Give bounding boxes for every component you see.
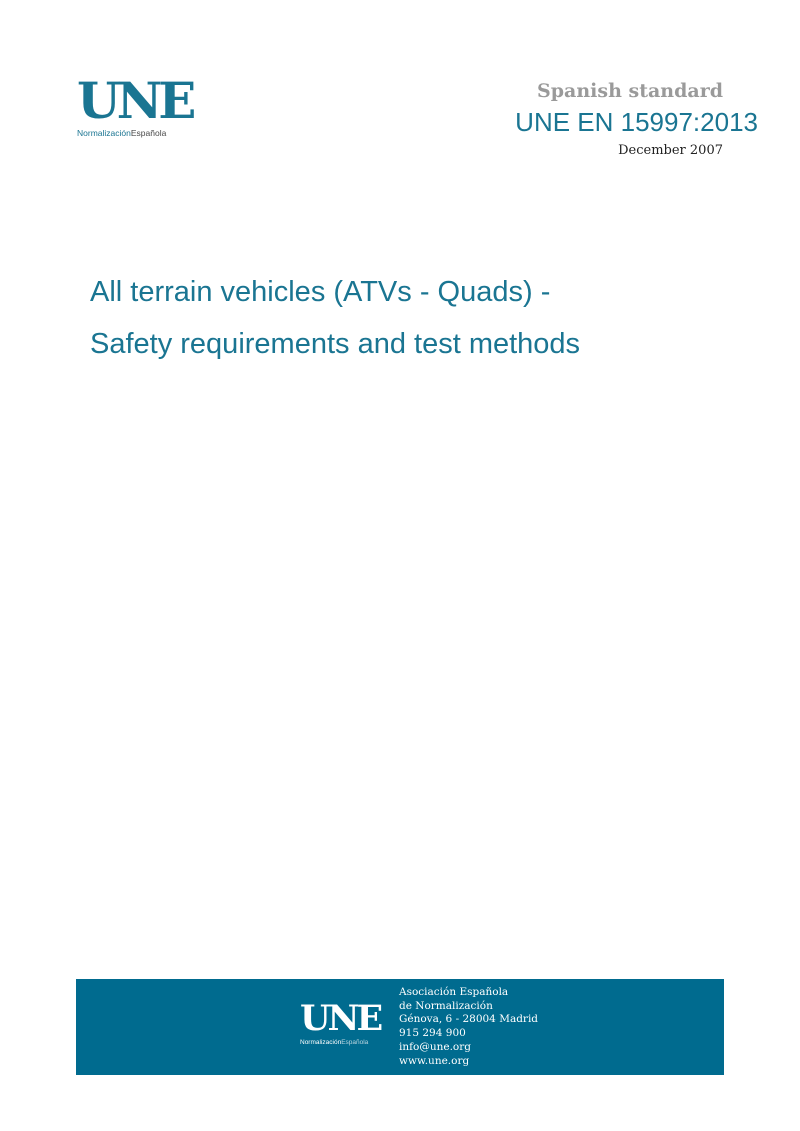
une-logo: [77, 71, 207, 138]
logo-tagline-normalizacion: Normalización: [77, 128, 131, 138]
org-name-line-1: Asociación Española: [399, 986, 509, 998]
document-type: Spanish standard: [537, 80, 723, 102]
title-line-2: Safety requirements and test methods: [90, 328, 581, 360]
footer-logo-tagline: [300, 1039, 390, 1047]
footer-logo-tagline-espanola: Española: [341, 1039, 369, 1046]
website: www.une.org: [399, 1054, 470, 1067]
logo-tagline-espanola: Española: [130, 128, 167, 138]
document-title: [90, 266, 750, 370]
footer-logo-tagline-normalizacion: Normalización: [300, 1039, 342, 1046]
org-name-line-2: de Normalización: [399, 999, 493, 1012]
publication-date: December 2007: [618, 143, 723, 158]
logo-wordmark: UNE: [77, 71, 193, 130]
phone: 915 294 900: [399, 1027, 466, 1040]
standard-code: UNE EN 15997:2013: [515, 107, 758, 137]
footer-band: [76, 979, 724, 1075]
email: info@une.org: [399, 1040, 471, 1053]
contact-info: [399, 986, 538, 1068]
footer-logo: [300, 998, 390, 1047]
title-line-1: All terrain vehicles (ATVs - Quads) -: [90, 276, 551, 308]
address: Génova, 6 - 28004 Madrid: [399, 1013, 539, 1026]
footer-logo-wordmark: UNE: [300, 998, 381, 1039]
